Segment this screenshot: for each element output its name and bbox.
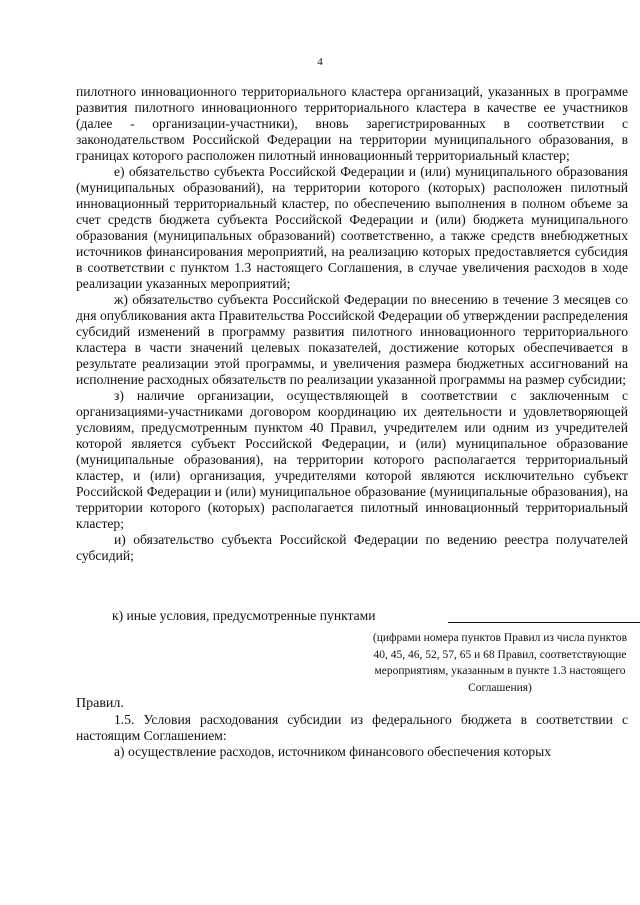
item-k-footnote: (цифрами номера пунктов Правил из числа пунктов 40, 45, 46, 52, 57, 65 и 68 Правил, соответствующие мероприятиям, указанным в пункте 1.3 настоящего Соглашения) [372,632,628,694]
paragraph-item-i: и) обязательство субъекта Российской Федерации по ведению реестра получателей субсидий; [76,532,628,563]
paragraph-item-e: е) обязательство субъекта Российской Федерации и (или) муниципального образования (муниципальных образований), на территории которого (которых) расположен пилотный инновационный территориальный кластер, по обеспечению выполнения в полном объеме за счет средств бюджета субъекта Российской Федерации и (или) бюджета муниципального образования (муниципальных образований) соответственно, а также средств внебюджетных источников финансирования мероприятий, на реализацию которых предоставляется субсидия в соответствии с пунктом 1.3 настоящего Соглашения, в случае увеличения расходов в ходе реализации указанных мероприятий; [76,164,628,291]
paragraph-1-5: 1.5. Условия расходования субсидии из федерального бюджета в соответствии с настоящим Соглашением: [76,712,628,743]
item-k-label: к) иные условия, предусмотренные пунктами [112,608,376,623]
page-number: 4 [317,56,323,68]
pravil-text: Правил. [76,696,124,711]
paragraph-item-z: з) наличие организации, осуществляющей в соответствии с заключенным с организациями-участниками договором координацию их деятельности и удовлетворяющей условиям, предусмотренным пунктом 40 Правил, учредителем или одним из учредителей которой является субъект Российской Федерации, и (или) муниципальное образование (муниципальные образования), на территории которого располагается территориальный кластер, и (или) организация, учредителями которой являются исключительно субъект Российской Федерации и (или) муниципальное образование (муниципальные образования), на территории которого (которых) располагается пилотный инновационный территориальный кластер; [76,388,628,531]
fill-in-blank-line [448,622,640,623]
paragraph-item-zh: ж) обязательство субъекта Российской Федерации по внесению в течение 3 месяцев со дня опубликования акта Правительства Российской Федерации об утверждении распределения субсидий изменений в программу развития пилотного инновационного территориального кластера в части значений целевых показателей, достижение которых обеспечивается в результате реализации этой программы, и увеличения размера бюджетных ассигнований на исполнение расходных обязательств по реализации указанной программы на размер субсидии; [76,292,628,387]
paragraph-cluster-orgs: пилотного инновационного территориального кластера организаций, указанных в программе развития пилотного инновационного территориального кластера в качестве ее участников (далее - организации-участники), вновь зарегистрированных в соответствии с законодательством Российской Федерации на территории муниципального образования, в границах которого расположен пилотный инновационный территориальный кластер; [76,84,628,163]
paragraph-item-a: а) осуществление расходов, источником финансового обеспечения которых [114,744,552,759]
spacer [76,564,628,608]
item-k-line [112,608,628,626]
document-body [76,84,628,760]
